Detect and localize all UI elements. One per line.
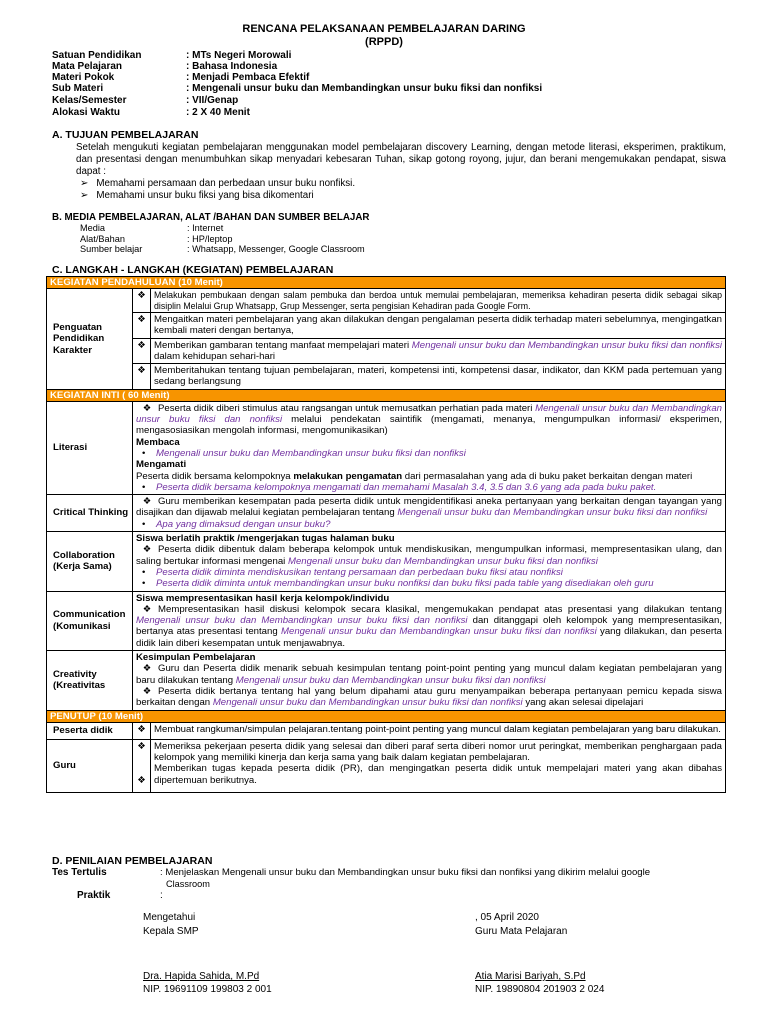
collaboration-item: • Peserta didik diminta mendiskusikan tentang persamaan dan perbedaan buku fiksi atau nonfiksi <box>136 567 722 578</box>
media-value: : HP/leptop <box>187 234 233 244</box>
media-label: Media <box>80 223 106 233</box>
objective-text: Memahami persamaan dan perbedaan unsur buku nonfiksi. <box>96 178 356 189</box>
identity-value: : 2 X 40 Menit <box>186 107 250 118</box>
diamond-bullet-icon: ❖ <box>142 496 152 508</box>
identity-value: : Bahasa Indonesia <box>186 61 278 72</box>
table-row <box>47 495 726 532</box>
pendahuluan-item <box>151 338 726 364</box>
objective-text: Memahami unsur buku fiksi yang bisa dikomentari <box>96 190 314 201</box>
materi-highlight: Mengenali unsur buku dan Membandingkan unsur buku fiksi dan nonfiksi <box>281 626 597 638</box>
materi-highlight: Mengenali unsur buku dan Membandingkan unsur buku fiksi dan nonfiksi <box>212 697 523 709</box>
media-value: : Whatsapp, Messenger, Google Classroom <box>187 244 365 254</box>
identity-value: : VII/Genap <box>186 95 239 106</box>
diamond-bullet-icon: ❖ <box>133 364 151 390</box>
literasi-paragraph <box>136 403 722 437</box>
materi-highlight: Mengenali unsur buku dan Membandingkan unsur buku fiksi dan nonfiksi <box>411 339 723 351</box>
arrow-bullet-icon: ➢ <box>80 190 89 201</box>
pendahuluan-header: KEGIATAN PENDAHULUAN (10 Menit) <box>47 277 726 289</box>
identity-label: Kelas/Semester <box>52 95 127 106</box>
identity-label: Sub Materi <box>52 83 104 94</box>
collaboration-heading: Siswa berlatih praktik /mengerjakan tugas halaman buku <box>136 533 395 545</box>
objective-item <box>80 178 355 189</box>
arrow-bullet-icon: ➢ <box>80 178 89 189</box>
penutup-header: PENUTUP (10 Menit) <box>47 710 726 722</box>
table-row <box>47 289 726 313</box>
signature-left-nip: NIP. 19691109 199803 2 001 <box>143 984 272 995</box>
literasi-label: Literasi <box>47 401 133 494</box>
section-b-heading: B. MEDIA PEMBELAJARAN, ALAT /BAHAN DAN SUMBER BELAJAR <box>52 212 370 223</box>
communication-paragraph <box>136 604 722 649</box>
mengamati-paragraph <box>136 471 722 482</box>
collaboration-label: Collaboration (Kerja Sama) <box>47 532 133 591</box>
penguatan-label: Penguatan Pendidikan Karakter <box>47 289 133 390</box>
pendahuluan-item: Mengaitkan materi pembelajaran yang akan dilakukan dengan pengalaman peserta didik terhadap materi sebelumnya, mengingatkan kembali materi dengan bertanya, <box>151 313 726 339</box>
item-text: Peserta didik diberi stimulus atau rangsangan untuk memusatkan perhatian pada materi <box>158 402 536 414</box>
item-text: dari permasalahan yang ada di buku paket berkaitan dengan materi <box>402 470 693 482</box>
guru-item: Memeriksa pekerjaan peserta didik yang selesai dan diberi paraf serta diberi nomor urut peringkat, memberikan penghargaan pada kelompok yang memiliki kinerja dan kerja sama yang baik dalam kegiatan pembelajaran. <box>154 740 722 764</box>
item-text: dalam kehidupan sehari-hari <box>154 350 276 362</box>
signature-right-nip: NIP. 19890804 201903 2 024 <box>475 984 605 995</box>
praktik-value: : <box>160 890 163 901</box>
section-a-heading: A. TUJUAN PEMBELAJARAN <box>52 129 199 141</box>
diamond-bullet-icon: ❖ <box>133 313 151 339</box>
signature-left-line1: Mengetahui <box>143 912 196 923</box>
identity-label: Alokasi Waktu <box>52 107 120 118</box>
materi-highlight: Mengenali unsur buku dan Membandingkan unsur buku fiksi dan nonfiksi <box>136 615 468 627</box>
diamond-bullet-icon: ❖ <box>137 774 146 786</box>
item-text: Mempresentasikan hasil diskusi kelompok secara klasikal, mengemukakan pendapat atas presentasi yang dilakukan tentang <box>158 603 722 615</box>
section-d-heading: D. PENILAIAN PEMBELAJARAN <box>52 855 213 867</box>
table-row <box>47 364 726 390</box>
pendahuluan-header-row <box>47 277 726 289</box>
creativity-label: Creativity (Kreativitas <box>47 651 133 710</box>
inti-header-row <box>47 389 726 401</box>
collaboration-paragraph <box>136 544 722 567</box>
table-row <box>47 739 726 792</box>
signature-right-date: , 05 April 2020 <box>475 912 539 923</box>
guru-content <box>151 739 726 792</box>
item-text: Guru memberikan kesempatan pada peserta didik untuk mengidentifikasi aneka pertanyaan yang berkaitan dengan tayangan yang disajikan dan dijawab melalui kegiatan pembelajaran tentang <box>136 496 722 519</box>
table-row <box>47 722 726 739</box>
identity-value: : MTs Negeri Morowali <box>186 50 292 61</box>
item-text: melalui pendekatan saintifik (mengamati, menanya, mengumpulkan informasi/ eksperimen, mengasosiasikan mengolah informasi, mengomunikasikan) <box>136 414 722 437</box>
identity-label: Satuan Pendidikan <box>52 50 142 61</box>
membaca-heading: Membaca <box>136 436 180 448</box>
tes-value: : Menjelaskan Mengenali unsur buku dan Membandingkan unsur buku fiksi dan nonfiksi yang dikirim melalui google <box>160 867 651 878</box>
diamond-bullet-icon: ❖ <box>142 603 152 615</box>
diamond-bullet-icon: ❖ <box>142 663 152 675</box>
table-row <box>47 338 726 364</box>
item-text: Peserta didik bersama kelompoknya <box>136 470 294 482</box>
table-row <box>47 401 726 494</box>
inti-header: KEGIATAN INTI ( 60 Menit) <box>47 389 726 401</box>
identity-value: : Menjadi Pembaca Efektif <box>186 72 310 83</box>
creativity-content <box>133 651 726 710</box>
tes-value-cont: Classroom <box>166 879 210 889</box>
diamond-bullet-icon: ❖ <box>133 722 151 739</box>
table-row <box>47 591 726 650</box>
membaca-item: • Mengenali unsur buku dan Membandingkan unsur buku fiksi dan nonfiksi <box>136 448 722 459</box>
item-text: melakukan pengamatan <box>293 470 403 482</box>
creativity-paragraph <box>136 663 722 686</box>
item-text: Peserta didik dibentuk dalam beberapa kelompok untuk mendiskusikan, mengumpulkan informasi, mempresentasikan ulang, dan saling bertukar informasi mengenai <box>136 544 722 567</box>
media-value: : Internet <box>187 223 224 233</box>
diamond-bullet-icon: ❖ <box>142 685 152 697</box>
objective-item <box>80 190 314 201</box>
creativity-heading: Kesimpulan Pembelajaran <box>136 652 256 664</box>
identity-label: Materi Pokok <box>52 72 115 83</box>
penutup-header-row <box>47 710 726 722</box>
critical-paragraph <box>136 496 722 519</box>
critical-content <box>133 495 726 532</box>
guru-bullets <box>133 739 151 792</box>
peserta-label: Peserta didik <box>47 722 133 739</box>
mengamati-item: • Peserta didik bersama kelompoknya mengamati dan memahami Masalah 3.4, 3.5 dan 3.6 yang ada pada buku paket. <box>136 482 722 493</box>
praktik-label: Praktik <box>77 890 111 901</box>
collaboration-content <box>133 532 726 591</box>
pendahuluan-item: Melakukan pembukaan dengan salam pembuka dan berdoa untuk memulai pembelajaran, memeriksa kehadiran peserta didik sebagai sikap disiplin Melalui Grup Whatsapp, Grup Messenger, serta pengisian Kehadiran pada Google Form. <box>151 289 726 313</box>
pendahuluan-item: Memberitahukan tentang tujuan pembelajaran, materi, kompetensi inti, kompetensi dasar, indikator, dan KKM pada pertemuan yang sedang berlangsung <box>151 364 726 390</box>
communication-label: Communication (Komunikasi <box>47 591 133 650</box>
collaboration-item: • Peserta didik diminta untuk membandingkan unsur buku nonfiksi dan buku fiksi pada table yang disediakan oleh guru <box>136 578 722 589</box>
identity-label: Mata Pelajaran <box>52 61 123 72</box>
section-c-heading: C. LANGKAH - LANGKAH (KEGIATAN) PEMBELAJARAN <box>52 264 334 276</box>
diamond-bullet-icon: ❖ <box>133 289 151 313</box>
media-label: Alat/Bahan <box>80 234 125 244</box>
diamond-bullet-icon: ❖ <box>142 544 152 556</box>
materi-highlight: Mengenali unsur buku dan Membandingkan unsur buku fiksi dan nonfiksi <box>136 402 722 426</box>
signature-right-name: Atia Marisi Bariyah, S.Pd <box>475 971 586 982</box>
section-a-paragraph: Setelah mengukuti kegiatan pembelajaran menggunakan model pembelajaran discovery Learning, dengan metode literasi, eksperimen, praktikum, dan presentasi dengan menumbuhkan sikap menyadari kebesaran Tuhan, sikap gotong royong, jujur, dan berani mengemukakan pendapat, siswa dapat : <box>76 142 726 177</box>
table-row <box>47 651 726 710</box>
materi-highlight: Mengenali unsur buku dan Membandingkan unsur buku fiksi dan nonfiksi <box>287 555 598 567</box>
materi-highlight: Mengenali unsur buku dan Membandingkan unsur buku fiksi dan nonfiksi <box>235 674 546 686</box>
learning-steps-table <box>46 276 726 793</box>
literasi-content <box>133 401 726 494</box>
document-title: RENCANA PELAKSANAAN PEMBELAJARAN DARING <box>242 23 526 35</box>
critical-label: Critical Thinking <box>47 495 133 532</box>
signature-left-line2: Kepala SMP <box>143 926 199 937</box>
diamond-bullet-icon: ❖ <box>137 740 146 752</box>
diamond-bullet-icon: ❖ <box>133 338 151 364</box>
item-text: Guru dan Peserta didik menarik sebuah kesimpulan tentang point-point penting yang muncul dalam kegiatan pembelajaran yang baru dilakukan tentang <box>136 663 722 686</box>
diamond-bullet-icon: ❖ <box>142 402 152 414</box>
item-text: Peserta didik bertanya tentang hal yang belum dipahami atau guru menyampaikan beberapa pertanyaan pemicu kepada siswa berkaitan dengan <box>136 685 722 709</box>
identity-value: : Mengenali unsur buku dan Membandingkan unsur buku fiksi dan nonfiksi <box>186 83 543 94</box>
signature-left-name: Dra. Hapida Sahida, M.Pd <box>143 971 260 982</box>
tes-label: Tes Tertulis <box>52 867 107 878</box>
media-label: Sumber belajar <box>80 244 143 254</box>
item-text: yang dilakukan, dan peserta didik lain diberi kesempatan untuk menjawabnya. <box>136 626 723 649</box>
communication-heading: Siswa mempresentasikan hasil kerja kelompok/individu <box>136 592 390 604</box>
document-subtitle: (RPPD) <box>365 36 403 48</box>
mengamati-heading: Mengamati <box>136 459 187 471</box>
signature-right-line2: Guru Mata Pelajaran <box>475 926 568 937</box>
item-text: dan ditanggapi oleh kelompok yang mempresentasikan, bertanya atas presentasi tentang <box>136 615 722 638</box>
creativity-paragraph <box>136 686 722 709</box>
guru-label: Guru <box>47 739 133 792</box>
communication-content <box>133 591 726 650</box>
table-row <box>47 313 726 339</box>
table-row <box>47 532 726 591</box>
item-text: yang akan selesai dipelajari <box>522 697 644 709</box>
peserta-item: Membuat rangkuman/simpulan pelajaran.tentang point-point penting yang muncul dalam kegiatan pembelajaran yang baru dilakukan. <box>151 722 726 739</box>
guru-item: Memberikan tugas kepada peserta didik (PR), dan mengingatkan peserta didik untuk mempelajari materi yang akan dibahas dipertemuan berikutnya. <box>154 763 722 786</box>
critical-item: • Apa yang dimaksud dengan unsur buku? <box>136 519 722 530</box>
item-text: Memberikan gambaran tentang manfaat mempelajari materi <box>154 339 412 351</box>
materi-highlight: Mengenali unsur buku dan Membandingkan unsur buku fiksi dan nonfiksi <box>397 507 708 519</box>
